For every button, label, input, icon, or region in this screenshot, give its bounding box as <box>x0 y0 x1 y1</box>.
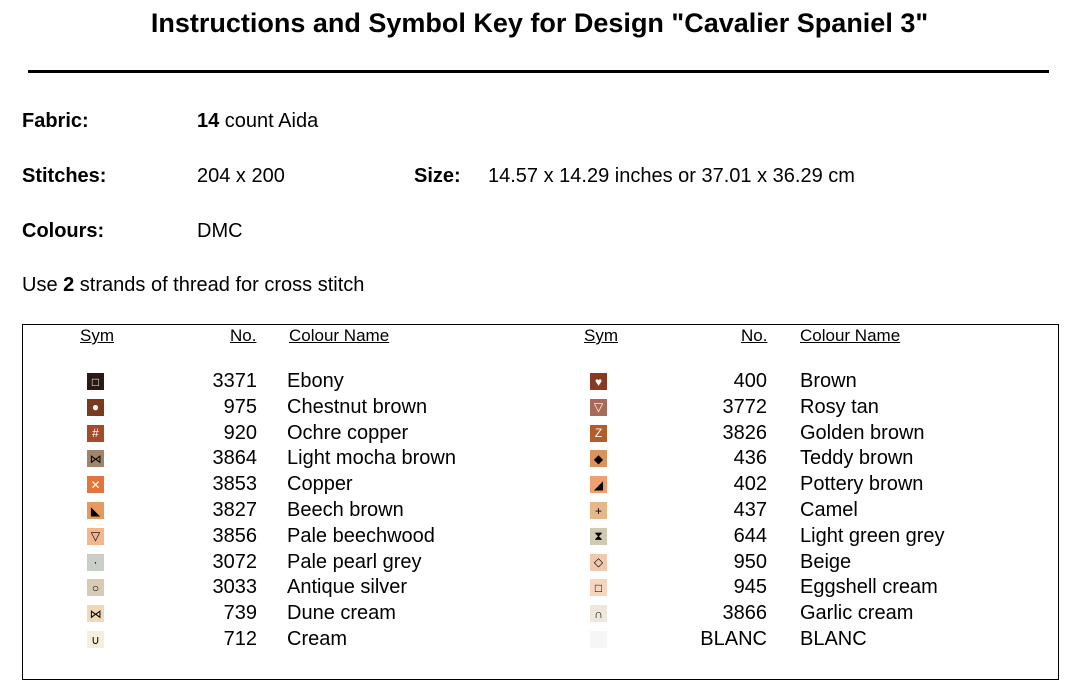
right-header-no: No. <box>741 326 768 345</box>
dmc-number: 739 <box>223 602 257 625</box>
bowtie-icon: ⋈ <box>87 450 104 467</box>
dmc-number: 3864 <box>212 447 257 470</box>
stitches-label: Stitches: <box>22 165 107 187</box>
right-key-row <box>0 396 1079 422</box>
plus-icon: + <box>590 502 607 519</box>
dmc-number: 3866 <box>722 602 767 625</box>
fabric-text: count Aida <box>219 110 319 132</box>
square-outline-icon: □ <box>590 579 607 596</box>
colour-name: Garlic cream <box>800 602 914 625</box>
right-key-row <box>0 422 1079 448</box>
page-title: Instructions and Symbol Key for Design "Cavalier Spaniel 3" <box>150 8 929 38</box>
dmc-number: 3072 <box>212 550 257 573</box>
right-key-row <box>0 602 1079 628</box>
fabric-label: Fabric: <box>22 110 89 132</box>
dmc-number: 920 <box>223 421 257 444</box>
fabric-count: 14 <box>197 110 220 132</box>
colour-name: Ebony <box>287 370 344 392</box>
colour-name: Antique silver <box>287 576 408 599</box>
corner-triangle-icon: ◣ <box>87 502 104 519</box>
dmc-number: 437 <box>733 499 767 521</box>
right-header-name: Colour Name <box>800 326 901 345</box>
dmc-number: 3371 <box>212 370 257 392</box>
colour-name: Copper <box>287 473 353 496</box>
cap-icon: ∩ <box>590 605 607 622</box>
size-value: 14.57 x 14.29 inches or 37.01 x 36.29 cm <box>488 165 855 187</box>
colour-name: Brown <box>800 370 857 392</box>
diamond-outline-icon: ◇ <box>590 554 607 571</box>
colour-name: Light mocha brown <box>287 447 456 470</box>
colour-name: Rosy tan <box>800 395 879 418</box>
dmc-number: BLANC <box>700 628 767 650</box>
colour-name: Pottery brown <box>800 473 924 496</box>
cup-icon: ∪ <box>87 631 104 648</box>
strand-count: 2 <box>63 274 75 296</box>
colour-name: BLANC <box>800 628 867 650</box>
title-divider <box>28 70 1049 73</box>
heart-icon: ♥ <box>590 373 607 390</box>
right-key-row <box>0 447 1079 473</box>
colour-name: Ochre copper <box>287 421 409 444</box>
size-label: Size: <box>414 165 461 187</box>
colour-name: Camel <box>800 499 858 521</box>
bowtie-icon: ⋈ <box>87 605 104 622</box>
square-outline-icon: □ <box>87 373 104 390</box>
hash-icon: # <box>87 425 104 442</box>
triangle-down-icon: ▽ <box>87 528 104 545</box>
dmc-number: 436 <box>733 447 767 470</box>
colour-name: Light green grey <box>800 524 945 547</box>
right-key-row <box>0 628 1079 654</box>
x-icon: ✕ <box>87 476 104 493</box>
right-key-row <box>0 576 1079 602</box>
triangle-down-icon: ▽ <box>590 399 607 416</box>
dmc-number: 3826 <box>722 421 767 444</box>
colour-name: Eggshell cream <box>800 576 938 599</box>
colour-name: Teddy brown <box>800 447 914 470</box>
right-key-row <box>0 525 1079 551</box>
dmc-number: 3772 <box>722 395 767 418</box>
diamond-icon: ◆ <box>590 450 607 467</box>
left-header-sym: Sym <box>80 326 114 345</box>
right-key-row <box>0 370 1079 396</box>
hourglass-icon: ⧗ <box>590 528 607 545</box>
right-header-sym: Sym <box>584 326 618 345</box>
colour-name: Pale pearl grey <box>287 550 422 573</box>
colour-name: Beech brown <box>287 499 404 521</box>
instruction-post: strands of thread for cross stitch <box>74 274 365 296</box>
right-key-row <box>0 499 1079 525</box>
colours-value: DMC <box>197 220 243 242</box>
dmc-number: 3853 <box>212 473 257 496</box>
dmc-number: 3033 <box>212 576 257 599</box>
blank-swatch-icon <box>590 631 607 648</box>
dmc-number: 945 <box>733 576 767 599</box>
stitches-value: 204 x 200 <box>197 165 285 187</box>
colour-name: Cream <box>287 628 348 650</box>
colour-name: Pale beechwood <box>287 524 435 547</box>
corner-triangle-icon: ◢ <box>590 476 607 493</box>
dmc-number: 644 <box>733 524 767 547</box>
colour-name: Golden brown <box>800 421 925 444</box>
circle-icon: ● <box>87 399 104 416</box>
dmc-number: 400 <box>733 370 767 392</box>
colour-name: Dune cream <box>287 602 396 625</box>
dmc-number: 950 <box>733 550 767 573</box>
colour-name: Chestnut brown <box>287 395 428 418</box>
dmc-number: 3856 <box>212 524 257 547</box>
right-key-row <box>0 551 1079 577</box>
dot-icon: · <box>87 554 104 571</box>
dmc-number: 975 <box>223 395 257 418</box>
colours-label: Colours: <box>22 220 105 242</box>
fabric-value <box>197 110 318 133</box>
right-key-row <box>0 473 1079 499</box>
dmc-number: 712 <box>223 628 257 650</box>
strand-instruction <box>22 274 364 297</box>
z-icon: Z <box>590 425 607 442</box>
colour-name: Beige <box>800 550 852 573</box>
dmc-number: 3827 <box>212 499 257 521</box>
circle-outline-icon: ○ <box>87 579 104 596</box>
dmc-number: 402 <box>733 473 767 496</box>
left-header-no: No. <box>230 326 257 345</box>
left-header-name: Colour Name <box>289 326 390 345</box>
instruction-pre: Use <box>22 274 64 296</box>
